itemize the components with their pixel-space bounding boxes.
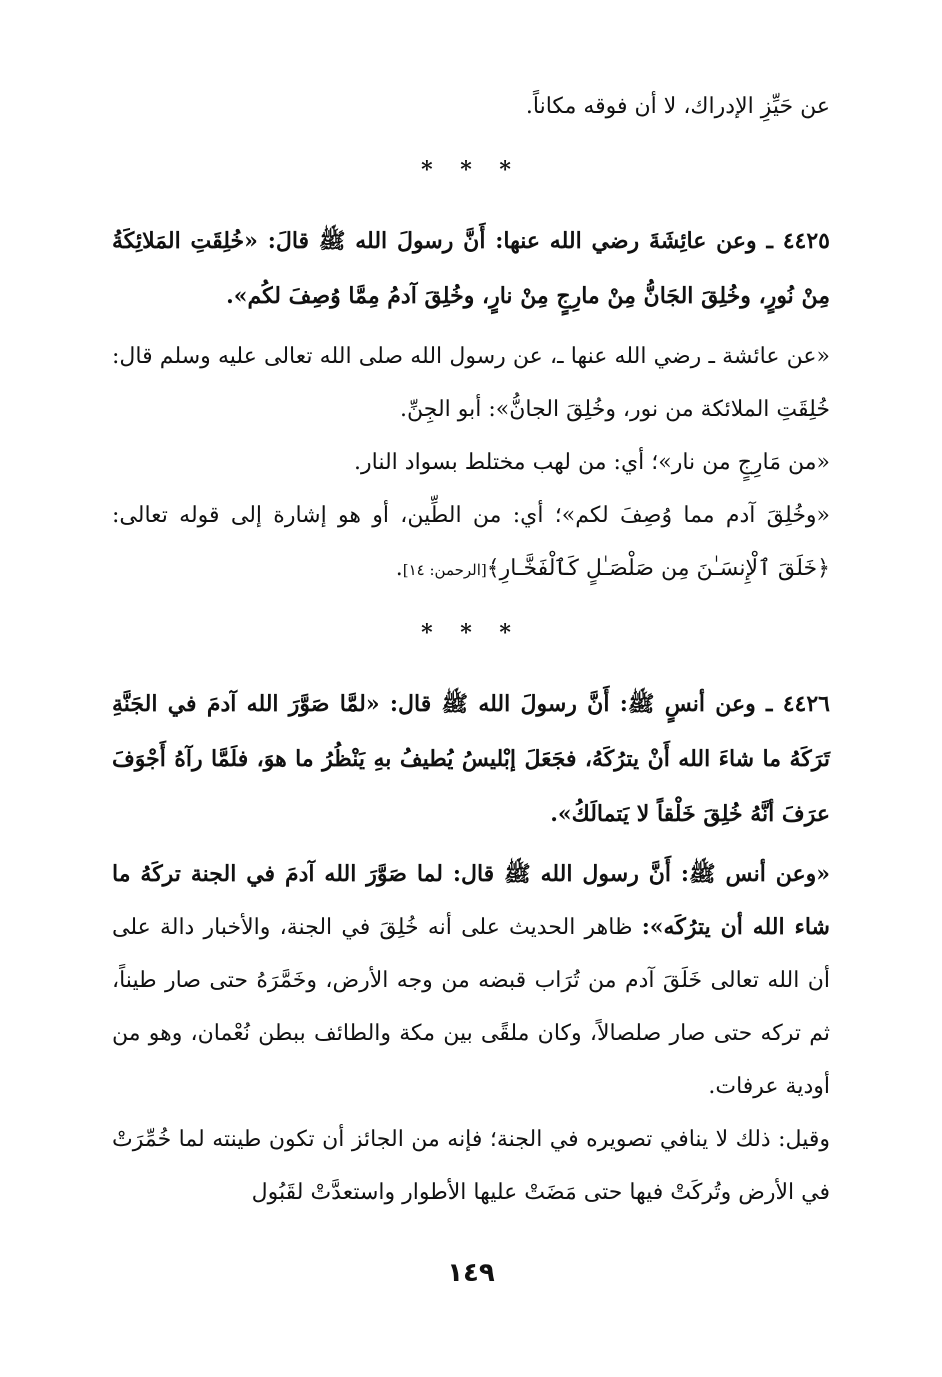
commentary-4425-3-text: «وخُلِقَ آدم مما وُصِفَ لكم»؛ أي: من الطِّين، أو هو إشارة إلى قوله تعالى:: [112, 503, 830, 528]
commentary-4425-2: «من مَارِجٍ من نار»؛ أي: من لهب مختلط بسواد النار.: [354, 450, 830, 475]
continued-text-line: عن حَيِّزِ الإدراك، لا أن فوقه مكاناً.: [525, 94, 830, 119]
commentary-4426-1: [112, 848, 830, 1113]
commentary-4425-1: «عن عائشة ـ رضي الله عنها ـ، عن رسول الله صلى الله تعالى عليه وسلم قال: خُلِقَتِ الملائكة من نور، وخُلِقَ الجانُّ»: أبو الجِنِّ.: [112, 344, 830, 422]
commentary-4425-3: [112, 489, 830, 597]
page-number: ١٤٩: [447, 1258, 495, 1288]
quran-verse: ﴿خَلَقَ ٱلْإِنسَـٰنَ مِن صَلْصَـٰلٍ كَٱلْفَخَّـارِ﴾: [486, 556, 830, 581]
sentence-end: .: [395, 556, 403, 581]
section-separator: * * *: [421, 157, 521, 183]
hadith-4426: ٤٤٢٦ ـ وعن أنسٍ ﷺ: أَنَّ رسولَ الله ﷺ قال: «لمَّا صَوَّرَ الله آدمَ في الجَنَّةِ تَرَكَهُ ما شاءَ الله أَنْ يترُكَهُ، فجَعَلَ إبْليسُ يُطيفُ بهِ يَنْظُرُ ما هوَ، فلَمَّا رآهُ أَجْوَفَ عرَفَ أنَّهُ خُلِقَ خَلْقاً لا يَتمالَكُ».: [112, 691, 830, 827]
commentary-4426-quote: «وعن أنس ﷺ: أَنَّ رسول الله ﷺ قال: لما صَوَّرَ الله آدمَ في الجنة تركَهُ ما شاء الله أن يترُكَه»:: [112, 861, 830, 940]
commentary-4426-2: وقيل: ذلك لا ينافي تصويره في الجنة؛ فإنه من الجائز أن تكون طينته لما خُمِّرَتْ في الأرض وتُركَتْ فيها حتى مَضَتْ عليها الأطوار واستعدَّتْ لقَبُول: [112, 1127, 830, 1205]
page-body: [112, 80, 830, 1219]
hadith-4425: ٤٤٢٥ ـ وعن عائِشَةَ رضي الله عنها: أَنَّ رسولَ الله ﷺ قالَ: «خُلِقَتِ المَلائِكَةُ مِنْ نُورٍ، وخُلِقَ الجَانُّ مِنْ مارِجٍ مِنْ نارٍ، وخُلِقَ آدمُ مِمَّا وُصِفَ لكُم».: [112, 228, 830, 309]
quran-reference: [الرحمن: ١٤]: [402, 561, 487, 579]
commentary-4426-text: ظاهر الحديث على أنه خُلِقَ في الجنة، والأخبار دالة على أن الله تعالى خَلَقَ آدم من تُرَاب قبضه من وجه الأرض، وخَمَّرَهُ حتى صار طيناً، ثم تركه حتى صار صلصالاً، وكان ملقًى بين مكة والطائف ببطن نُعْمان، وهو من أودية عرفات.: [112, 915, 830, 1099]
section-separator-2: * * *: [421, 620, 521, 646]
